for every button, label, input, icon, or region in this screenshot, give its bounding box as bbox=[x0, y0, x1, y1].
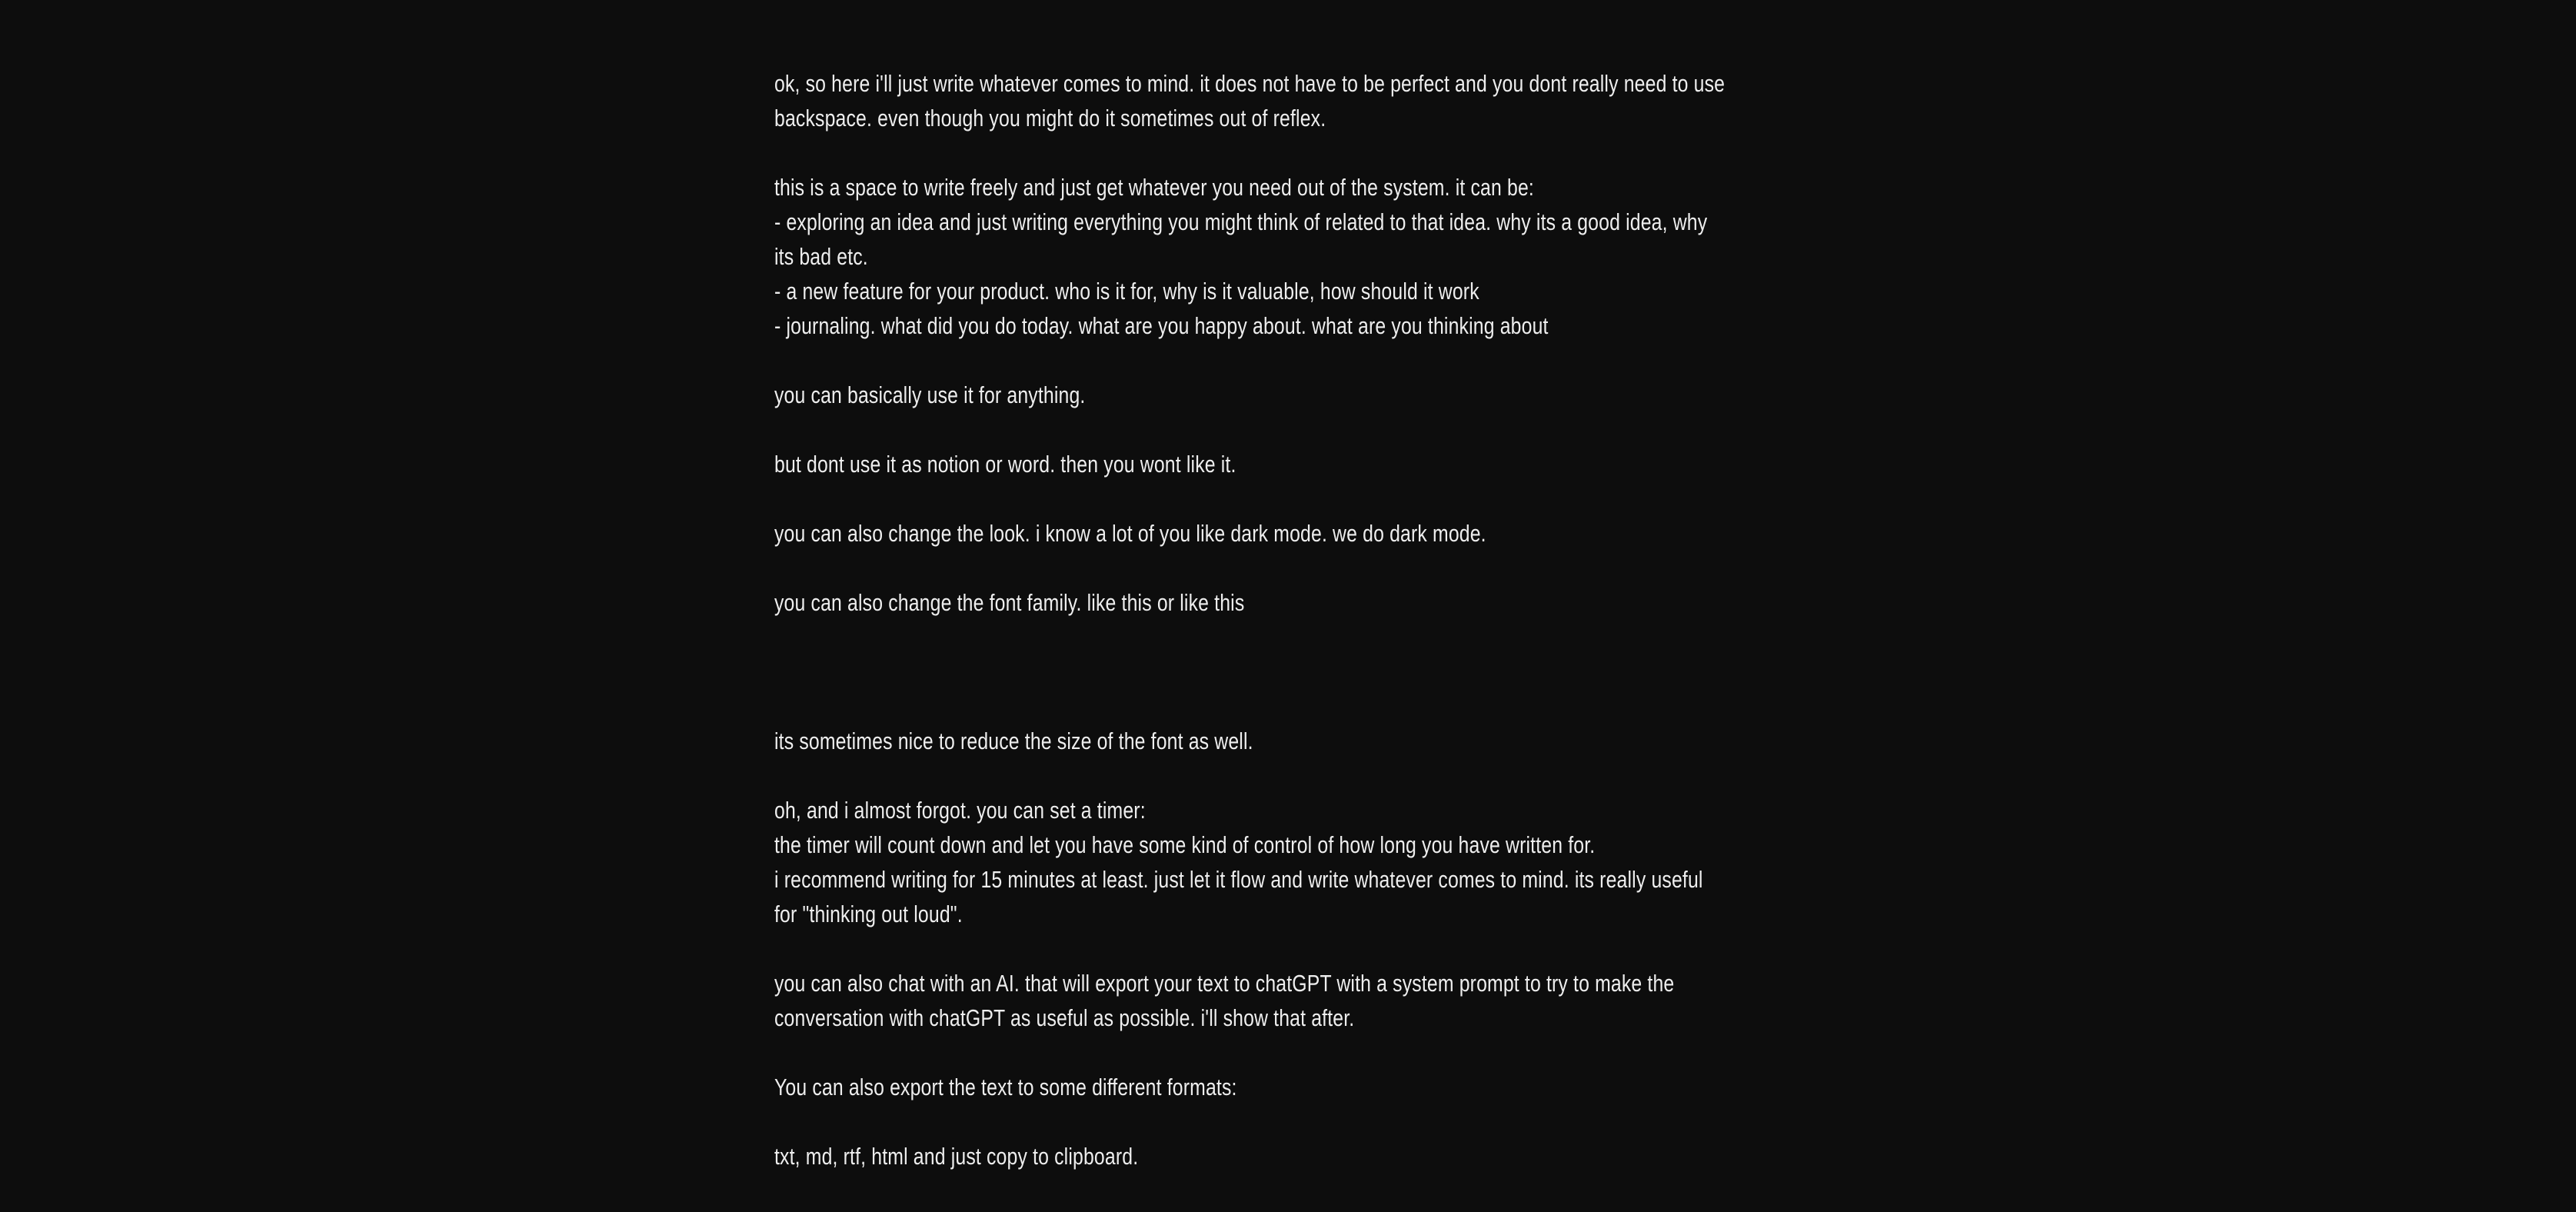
text-line: txt, md, rtf, html and just copy to clipboard. bbox=[774, 1143, 1139, 1170]
text-line bbox=[774, 1104, 1814, 1139]
text-line: you can also chat with an AI. that will export your text to chatGPT with a system prompt to try to make the bbox=[774, 970, 1675, 997]
text-line: oh, and i almost forgot. you can set a timer: bbox=[774, 797, 1146, 824]
text-line bbox=[774, 343, 1814, 378]
text-line: - a new feature for your product. who is it for, why is it valuable, how should it work bbox=[774, 278, 1479, 305]
text-line bbox=[774, 654, 1814, 689]
text-line: the timer will count down and let you have some kind of control of how long you have written for. bbox=[774, 831, 1596, 858]
text-line: its sometimes nice to reduce the size of the font as well. bbox=[774, 728, 1253, 754]
text-line bbox=[774, 1035, 1814, 1070]
text-line: its bad etc. bbox=[774, 243, 868, 270]
text-line bbox=[774, 412, 1814, 447]
text-line: you can also change the font family. like this or like this bbox=[774, 589, 1245, 616]
text-line bbox=[774, 620, 1814, 654]
text-line: this is a space to write freely and just get whatever you need out of the system. it can be: bbox=[774, 174, 1534, 201]
text-line bbox=[774, 931, 1814, 966]
editor-text-area[interactable] bbox=[774, 66, 1814, 1174]
text-line bbox=[774, 551, 1814, 585]
text-line: you can basically use it for anything. bbox=[774, 381, 1086, 408]
text-line: i recommend writing for 15 minutes at least. just let it flow and write whatever comes to mind. its really useful bbox=[774, 866, 1703, 893]
text-line: ok, so here i'll just write whatever comes to mind. it does not have to be perfect and you dont really need to use bbox=[774, 70, 1726, 97]
text-line bbox=[774, 135, 1814, 170]
text-line: You can also export the text to some different formats: bbox=[774, 1074, 1237, 1100]
text-line bbox=[774, 481, 1814, 516]
text-line: you can also change the look. i know a lot of you like dark mode. we do dark mode. bbox=[774, 520, 1486, 547]
text-line bbox=[774, 689, 1814, 724]
text-line: backspace. even though you might do it sometimes out of reflex. bbox=[774, 105, 1326, 132]
text-line: but dont use it as notion or word. then you wont like it. bbox=[774, 451, 1236, 478]
text-line: - journaling. what did you do today. what are you happy about. what are you thinking about bbox=[774, 312, 1549, 339]
text-line bbox=[774, 758, 1814, 793]
text-line: conversation with chatGPT as useful as possible. i'll show that after. bbox=[774, 1004, 1355, 1031]
text-line: for "thinking out loud". bbox=[774, 901, 963, 927]
text-line: - exploring an idea and just writing everything you might think of related to that idea. why its a good idea, why bbox=[774, 208, 1708, 235]
